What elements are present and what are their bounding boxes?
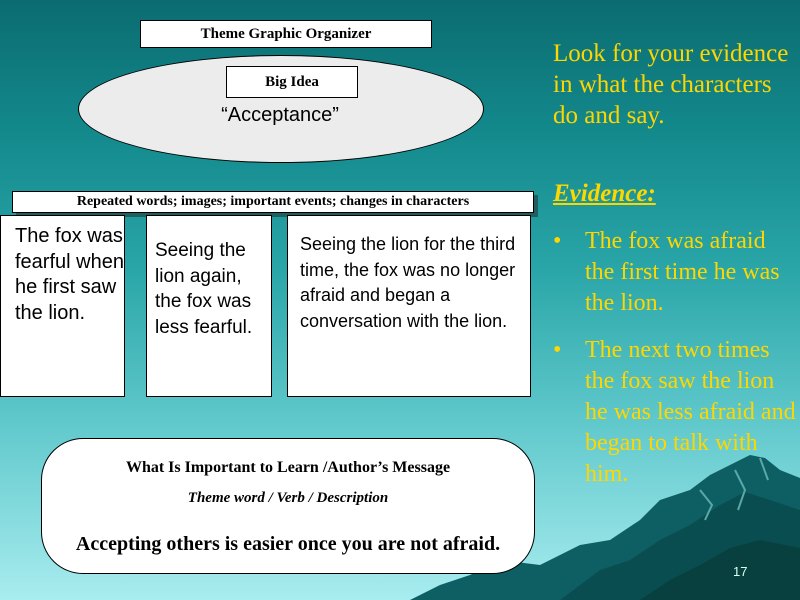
evidence-label: Evidence: [553,180,656,207]
message-statement: Accepting others is easier once you are not afraid. [75,533,501,555]
evidence-bullet-list [553,226,797,506]
message-subheading: Theme word / Verb / Description [187,490,389,506]
slide-number: 17 [733,564,748,579]
evidence-box-1: The fox was fearful when he first saw the lion. [0,215,125,397]
evidence-header: Repeated words; images; important events; changes in characters [12,191,534,213]
evidence-bullet-item [553,226,797,319]
bullet-icon: • [553,228,562,254]
big-idea-label: Big Idea [226,66,358,98]
instruction-text: Look for your evidence in what the characters do and say. [553,40,789,129]
bullet-icon: • [553,337,562,363]
message-heading: What Is Important to Learn /Author’s Message [125,459,451,476]
evidence-bullet-text: The fox was afraid the first time he was the lion. [585,228,780,316]
evidence-box-3: Seeing the lion for the third time, the fox was no longer afraid and began a conversation with the lion. [287,215,531,397]
big-idea-value: “Acceptance” [221,104,339,126]
evidence-bullet-item [553,335,797,490]
author-message-box [41,438,535,574]
evidence-bullet-text: The next two times the fox saw the lion he was less afraid and began to talk with him. [585,337,796,487]
organizer-title: Theme Graphic Organizer [140,20,432,48]
evidence-box-2: Seeing the lion again, the fox was less fearful. [146,215,272,397]
